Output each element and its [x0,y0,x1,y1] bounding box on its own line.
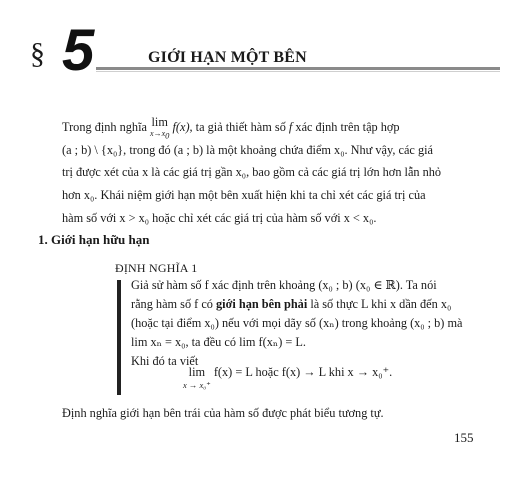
lim-subscript: $x\to x_0$ [150,129,170,141]
intro-line-5: hàm số với x > x₀ hoặc chỉ xét các giá trị của hàm số với x < x₀. [62,210,377,225]
section-symbol: § [30,37,45,70]
definition-line-3: (hoặc tại điểm x₀) nếu với mọi dãy số (xₙ) trong khoảng (x₀ ; b) mà [131,316,463,330]
intro-line-3: trị được xét của x là các giá trị gần x₀, bao gồm cả các giá trị lớn hơn lẫn nhỏ [62,165,442,180]
header-rule-shadow [96,71,500,72]
right-limit-term: giới hạn bên phải [216,297,308,311]
formula-lim-subscript: x → x₀⁺ [183,380,211,390]
header-rule [96,67,500,70]
chapter-title: GIỚI HẠN MỘT BÊN [148,49,307,66]
definition-line-1: Giả sử hàm số f xác định trên khoảng (x₀ ; b) (x₀ ∈ ℝ). Ta nói [131,278,437,292]
definition-body [131,276,486,371]
intro-text: ta giả thiết hàm số [192,120,289,134]
definition-line-4: lim xₙ = x₀, ta đều có lim f(xₙ) = L. [131,335,306,349]
lim-word: lim [151,115,168,129]
chapter-number: 5 [62,18,95,83]
intro-text: Trong định nghĩa [62,120,147,134]
right-limit-formula [131,364,486,390]
page-number: 155 [454,430,474,445]
definition-side-bar [117,280,121,395]
formula-rest: f(x) = L hoặc f(x) → L khi x → x₀⁺. [213,365,393,379]
section-heading: 1. Giới hạn hữu hạn [38,232,150,247]
intro-text: xác định trên tập hợp [292,120,400,134]
formula-lim-word: lim [188,365,206,379]
limit-notation [150,115,170,141]
intro-line-4: hơn x₀. Khái niệm giới hạn một bên xuất hiện khi ta chỉ xét các giá trị của [62,188,426,203]
definition-line-2: rằng hàm số f có giới hạn bên phải là số thực L khi x dần đến x₀ [131,297,452,311]
intro-line-2: (a ; b) \ {x₀}, trong đó (a ; b) là một khoảng chứa điểm x₀. Như vậy, các giá [62,142,433,157]
intro-line-1 [62,116,482,139]
function-f: f [288,120,293,134]
definition-label: ĐỊNH NGHĨA 1 [115,261,198,275]
formula-limit [183,364,211,390]
closing-sentence: Định nghĩa giới hạn bên trái của hàm số được phát biểu tương tự. [62,406,384,420]
definition-line-5: Khi đó ta viết [131,354,199,368]
intro-paragraph [62,116,482,230]
function-fx: f(x), [172,120,193,134]
